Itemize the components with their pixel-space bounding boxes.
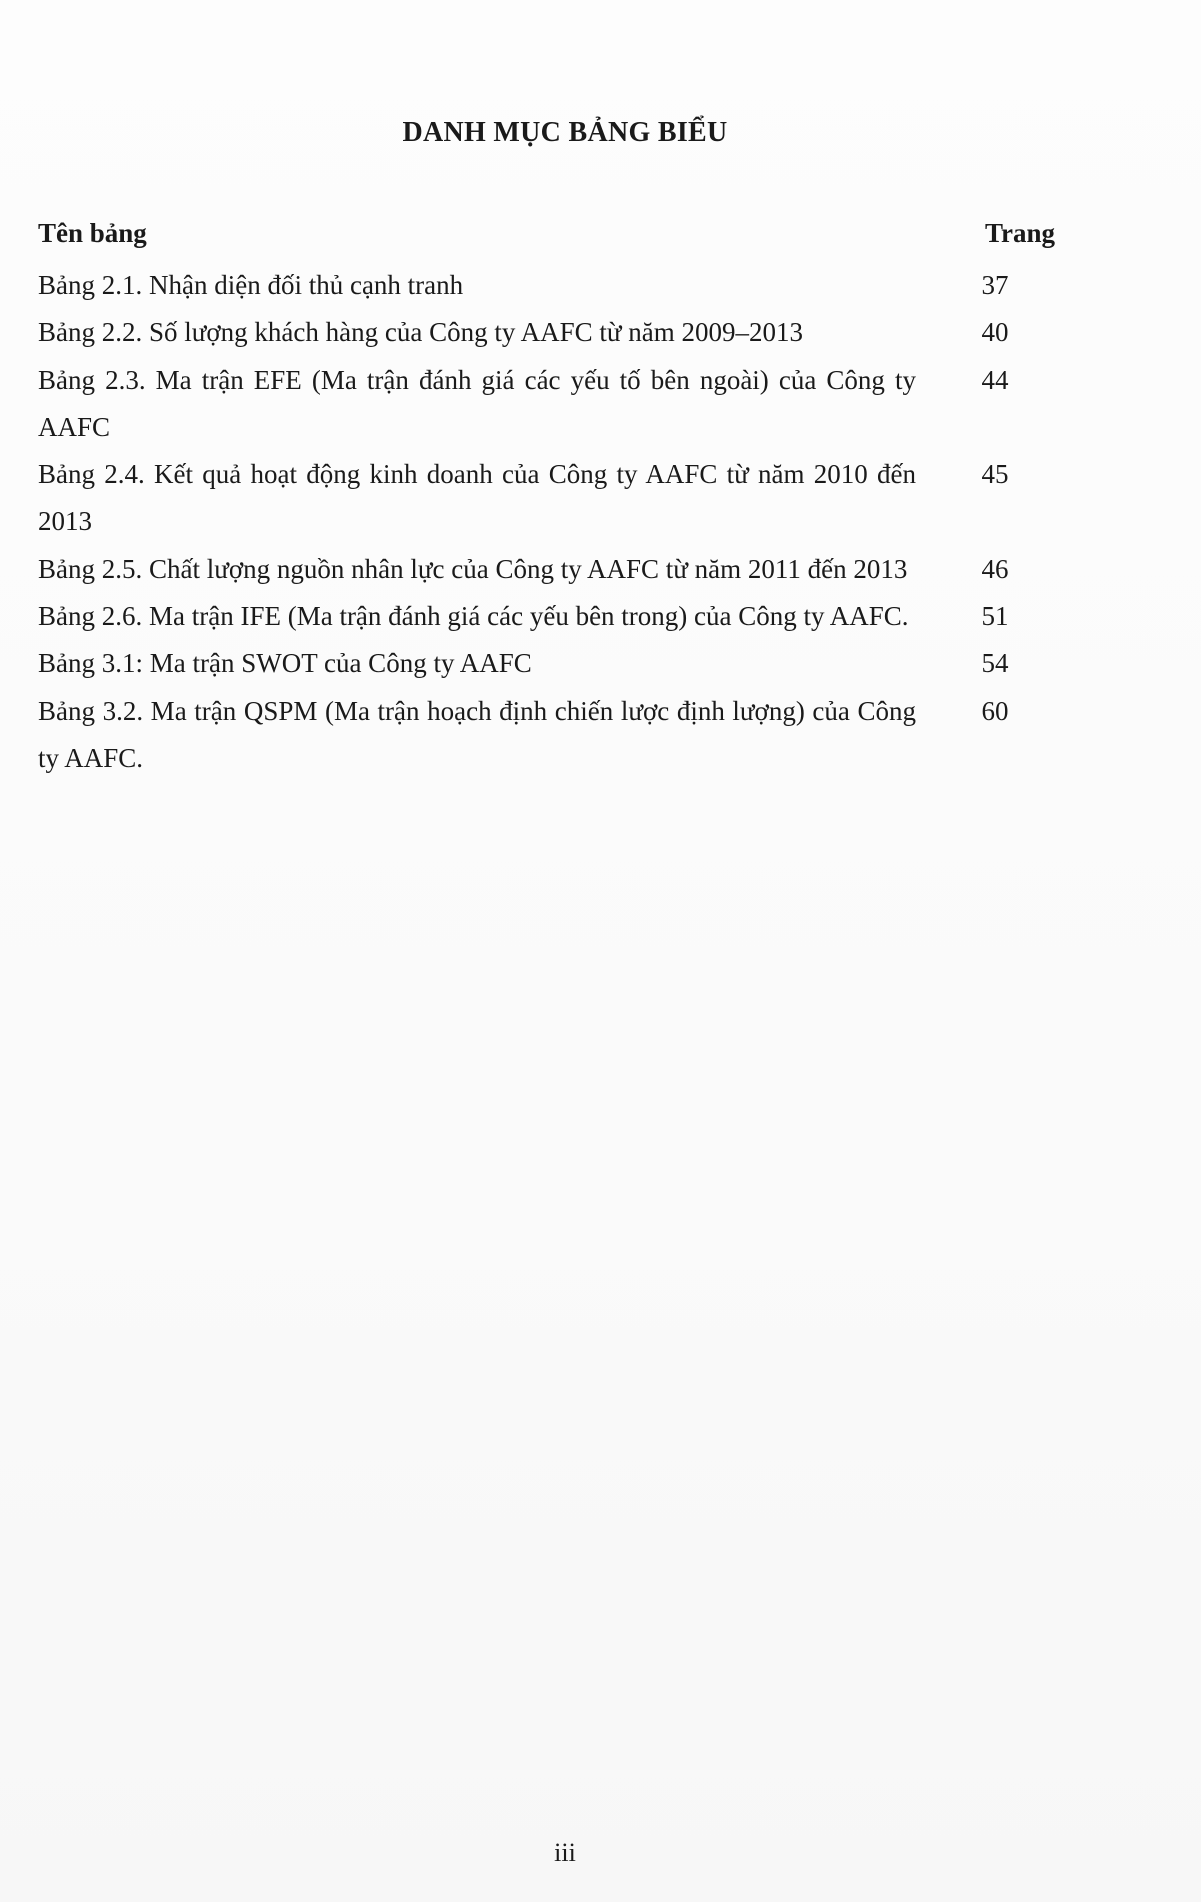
entry-title: Bảng 2.5. Chất lượng nguồn nhân lực của Công ty AAFC từ năm 2011 đến 2013 xyxy=(38,553,908,584)
list-item xyxy=(38,262,1055,309)
list-item xyxy=(38,309,1055,356)
page-title: DANH MỤC BẢNG BIỂU xyxy=(402,117,728,148)
entry-page: 60 xyxy=(981,695,1009,726)
entry-page: 46 xyxy=(981,553,1009,584)
entry-title: Bảng 2.1. Nhận diện đối thủ cạnh tranh xyxy=(38,270,464,300)
list-item xyxy=(38,593,1055,640)
entry-page: 40 xyxy=(981,317,1009,348)
list-item xyxy=(38,546,1055,593)
entry-title: Bảng 2.6. Ma trận IFE (Ma trận đánh giá các yếu bên trong) của Công ty AAFC. xyxy=(38,601,909,632)
entry-title: Bảng 2.2. Số lượng khách hàng của Công ty AAFC từ năm 2009–2013 xyxy=(38,317,804,348)
entry-title: Bảng 3.2. Ma trận QSPM (Ma trận hoạch định chiến lược định lượng) của Công ty AAFC. xyxy=(38,695,916,773)
entry-title: Bảng 2.3. Ma trận EFE (Ma trận đánh giá các yếu tố bên ngoài) của Công ty AAFC xyxy=(38,364,916,442)
entry-title: Bảng 3.1: Ma trận SWOT của Công ty AAFC xyxy=(38,648,532,679)
entry-page: 54 xyxy=(981,648,1009,679)
entry-page: 44 xyxy=(981,364,1009,395)
list-item xyxy=(38,640,1055,687)
list-item xyxy=(38,357,1055,452)
column-header-page: Trang xyxy=(984,218,1055,248)
list-item xyxy=(38,451,1055,546)
entry-page: 37 xyxy=(981,270,1009,300)
list-item xyxy=(38,688,1055,783)
entry-title: Bảng 2.4. Kết quả hoạt động kinh doanh của Công ty AAFC từ năm 2010 đến 2013 xyxy=(38,459,916,537)
table-list xyxy=(38,262,1055,782)
column-header-name: Tên bảng xyxy=(38,218,147,248)
entry-page: 45 xyxy=(981,459,1009,490)
entry-page: 51 xyxy=(981,601,1009,632)
page-number: iii xyxy=(554,1838,576,1867)
